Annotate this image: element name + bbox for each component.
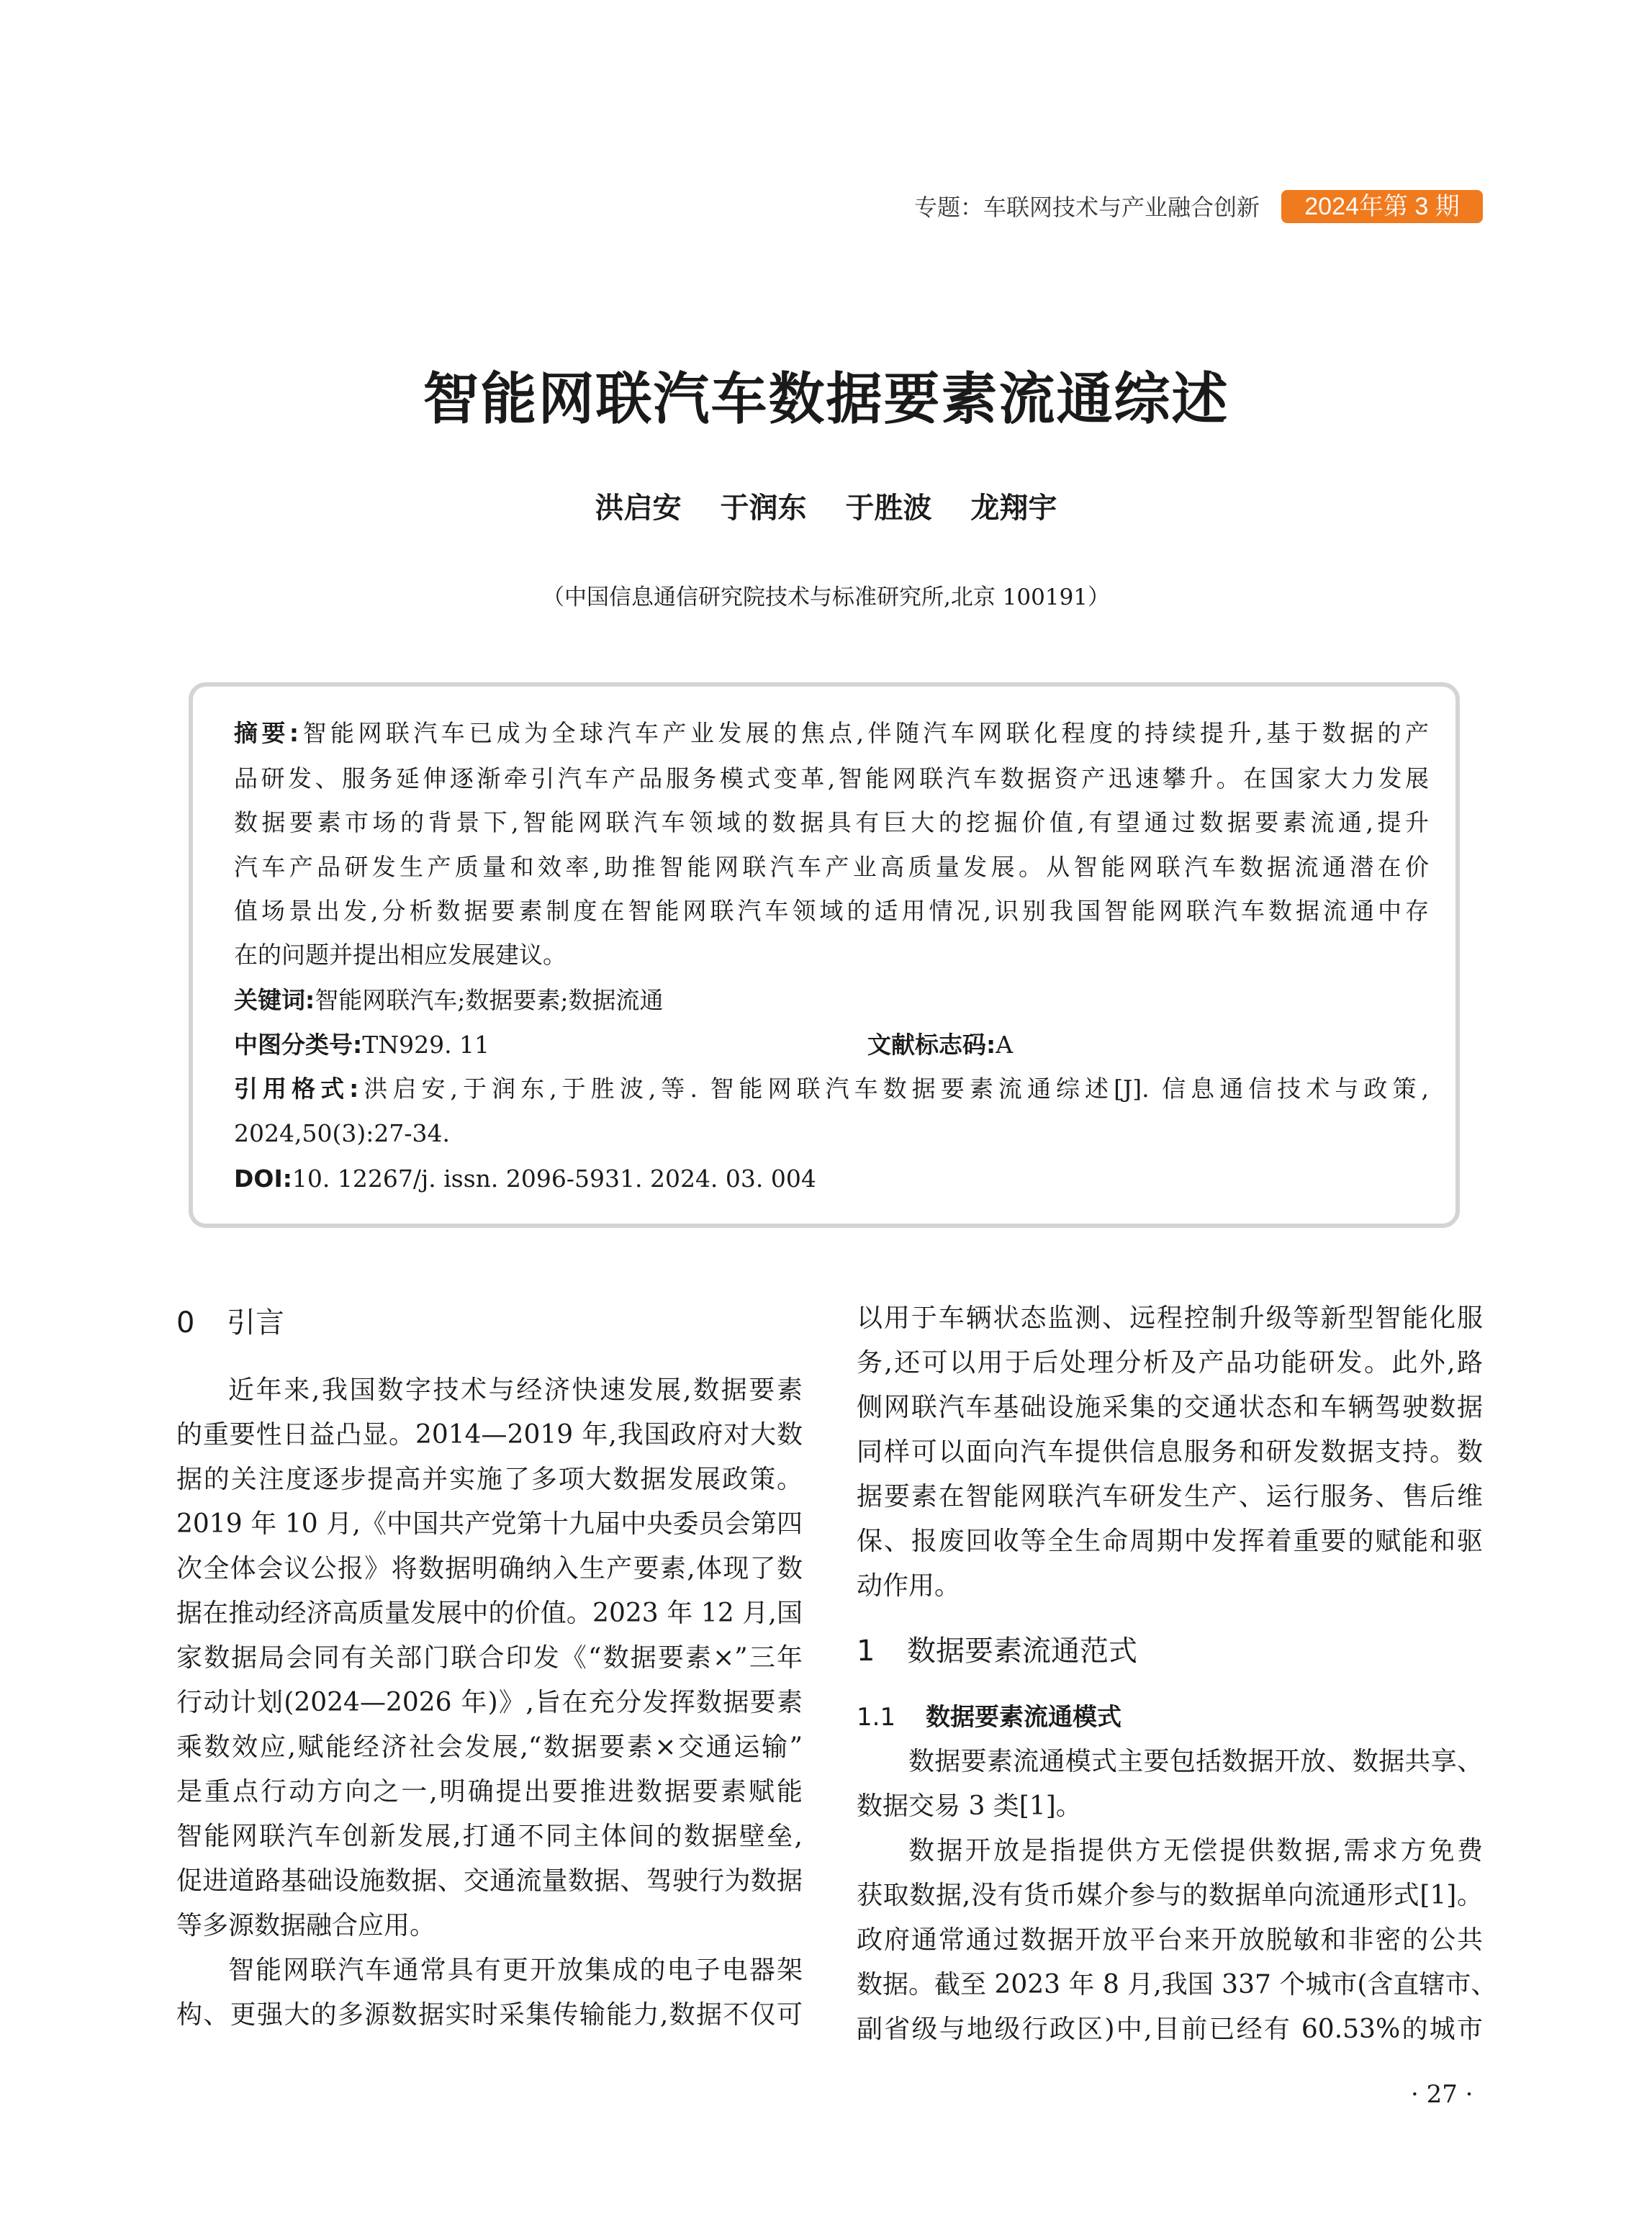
text-line: 等多源数据融合应用。 (176, 1911, 436, 1940)
paper-title: 智能网联汽车数据要素流通综述 (423, 366, 1229, 432)
citation-text: 洪启安,于润东,于胜波,等. 智能网联汽车数据要素流通综述[J]. 信息通信技术与政策, (358, 1075, 1429, 1103)
subsection-title: 数据要素流通模式 (926, 1703, 1121, 1732)
citation-cont: 2024,50(3):27-34. (234, 1119, 450, 1147)
abstract-line: 汽车产品研发生产质量和效率,助推智能网联汽车产业高质量发展。从智能网联汽车数据流通潜在价 (234, 853, 1429, 881)
paragraph (857, 1740, 1483, 1829)
author: 于胜波 (845, 491, 932, 525)
doc-code-value: A (996, 1031, 1014, 1059)
page-number: · 27 · (1411, 2080, 1473, 2109)
text-line: 数据要素流通模式主要包括数据开放、数据共享、 (908, 1747, 1483, 1776)
text-line: 副省级与地级行政区)中,目前已经有 60.53%的城市 (857, 2015, 1483, 2044)
subsection-number: 1.1 (857, 1703, 896, 1732)
text-line: 智能网联汽车通常具有更开放集成的电子电器架 (228, 1956, 803, 1985)
text-line: 近年来,我国数字技术与经济快速发展,数据要素 (228, 1375, 803, 1405)
paragraph (857, 1296, 1483, 1609)
keywords-label: 关键词: (234, 986, 315, 1014)
text-line: 数据。截至 2023 年 8 月,我国 337 个城市(含直辖市、 (857, 1970, 1497, 1999)
subsection-heading (857, 1695, 1483, 1740)
text-line: 次全体会议公报》将数据明确纳入生产要素,体现了数 (176, 1554, 803, 1583)
text-line: 同样可以面向汽车提供信息服务和研发数据支持。数 (857, 1437, 1483, 1467)
text-line: 2019 年 10 月,《中国共产党第十九届中央委员会第四 (176, 1509, 803, 1539)
section-number: 1 (857, 1635, 875, 1668)
abstract-label: 摘要: (234, 719, 299, 747)
issue-badge: 2024年第 3 期 (1281, 190, 1483, 223)
text-line: 据在推动经济高质量发展中的价值。2023 年 12 月,国 (176, 1599, 803, 1628)
citation (234, 1067, 1429, 1111)
abstract-line: 数据要素市场的背景下,智能网联汽车领域的数据具有巨大的挖掘价值,有望通过数据要素流通,提升 (234, 808, 1429, 836)
clc-value: TN929. 11 (362, 1031, 490, 1059)
abstract-line: 值场景出发,分析数据要素制度在智能网联汽车领域的适用情况,识别我国智能网联汽车数据流通中存 (234, 897, 1429, 925)
text-line: 以用于车辆状态监测、远程控制升级等新型智能化服 (857, 1303, 1483, 1333)
abstract-line (234, 711, 1429, 756)
text-line: 数据交易 3 类[1]。 (857, 1791, 1082, 1821)
section-title: 引言 (227, 1306, 284, 1339)
section-number: 0 (176, 1306, 195, 1339)
text-line: 政府通常通过数据开放平台来开放脱敏和非密的公共 (857, 1925, 1483, 1955)
text-line: 侧网联汽车基础设施采集的交通状态和车辆驾驶数据 (857, 1393, 1483, 1422)
affiliation: （中国信息通信研究院技术与标准研究所,北京 100191） (541, 584, 1111, 610)
left-column (176, 1301, 803, 2038)
text-line: 动作用。 (857, 1571, 961, 1601)
paragraph (857, 1829, 1497, 2052)
abstract-text: 智能网联汽车已成为全球汽车产业发展的焦点,伴随汽车网联化程度的持续提升,基于数据的产 (299, 719, 1430, 747)
text-line: 促进道路基础设施数据、交通流量数据、驾驶行为数据 (176, 1866, 803, 1896)
text-line: 乘数效应,赋能经济社会发展,“数据要素×交通运输” (176, 1732, 803, 1762)
doi-value: 10. 12267/j. issn. 2096-5931. 2024. 03. 004 (292, 1165, 816, 1193)
text-line: 务,还可以用于后处理分析及产品功能研发。此外,路 (857, 1348, 1483, 1378)
text-line: 保、报废回收等全生命周期中发挥着重要的赋能和驱 (857, 1527, 1483, 1556)
text-line: 数据开放是指提供方无偿提供数据,需求方免费 (908, 1836, 1483, 1866)
journal-topic: 专题：车联网技术与产业融合创新 (913, 194, 1260, 221)
citation-label: 引用格式: (234, 1075, 359, 1103)
text-line: 据要素在智能网联汽车研发生产、运行服务、售后维 (857, 1482, 1483, 1511)
paragraph (176, 1368, 803, 1948)
doi (234, 1157, 1429, 1201)
text-line: 行动计划(2024—2026 年)》,旨在充分发挥数据要素 (176, 1688, 803, 1717)
text-line: 的重要性日益凸显。2014—2019 年,我国政府对大数 (176, 1420, 803, 1450)
document-code (867, 1023, 1227, 1067)
author-list (0, 489, 1652, 527)
clc-number (234, 1023, 824, 1067)
author: 于润东 (720, 491, 807, 525)
text-line: 获取数据,没有货币媒介参与的数据单向流通形式[1]。 (857, 1881, 1483, 1910)
text-line: 智能网联汽车创新发展,打通不同主体间的数据壁垒, (176, 1822, 803, 1851)
right-column (857, 1296, 1497, 2052)
keywords (234, 978, 1429, 1023)
author: 洪启安 (595, 491, 682, 525)
author: 龙翔宇 (970, 491, 1057, 525)
paragraph (176, 1948, 803, 2038)
abstract-line: 品研发、服务延伸逐渐牵引汽车产品服务模式变革,智能网联汽车数据资产迅速攀升。在国家大力发展 (234, 764, 1429, 792)
doc-code-label: 文献标志码: (867, 1031, 996, 1059)
text-line: 是重点行动方向之一,明确提出要推进数据要素赋能 (176, 1777, 803, 1807)
text-line: 家数据局会同有关部门联合印发《“数据要素×”三年 (176, 1643, 803, 1673)
section-heading (176, 1301, 803, 1345)
doi-label: DOI: (234, 1165, 292, 1193)
keywords-value: 智能网联汽车;数据要素;数据流通 (315, 986, 664, 1014)
section-title: 数据要素流通范式 (907, 1635, 1137, 1668)
clc-label: 中图分类号: (234, 1031, 363, 1059)
text-line: 构、更强大的多源数据实时采集传输能力,数据不仅可 (176, 2000, 803, 2030)
abstract-line: 在的问题并提出相应发展建议。 (234, 941, 567, 969)
text-line: 据的关注度逐步提高并实施了多项大数据发展政策。 (176, 1465, 803, 1494)
section-heading (857, 1629, 1483, 1673)
